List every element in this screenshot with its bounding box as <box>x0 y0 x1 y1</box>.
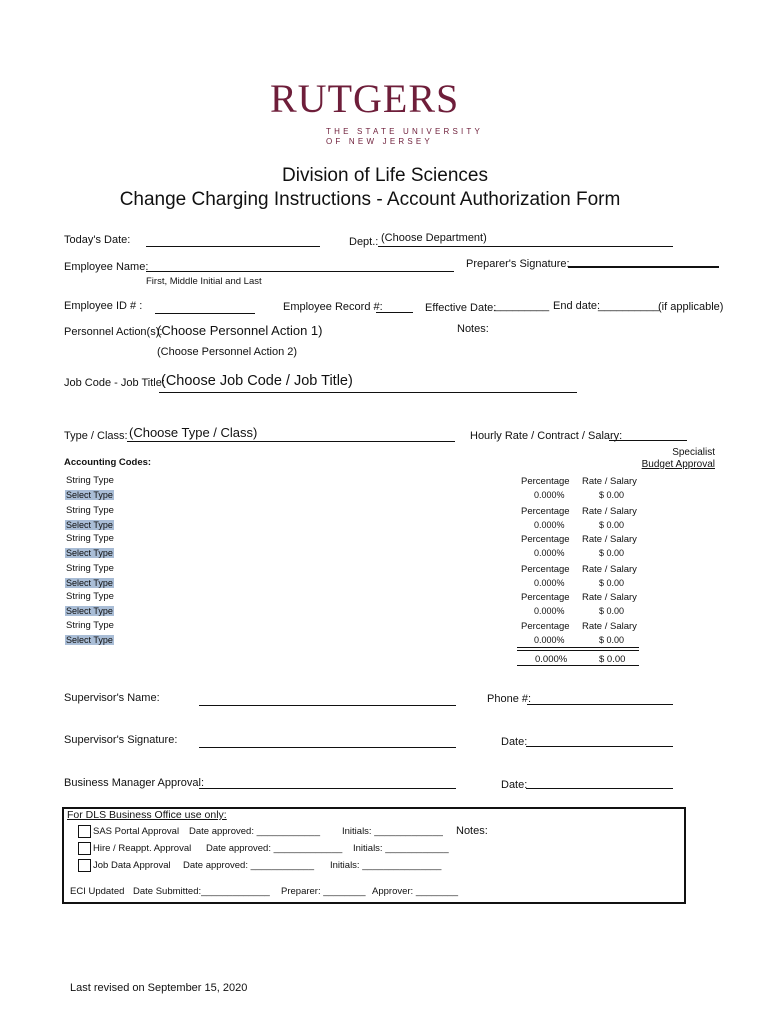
form-title-line1: Division of Life Sciences <box>282 165 488 186</box>
hire-initials[interactable]: Initials: ____________ <box>353 843 449 854</box>
percentage-value: 0.000% <box>534 548 565 558</box>
personnel-action-1-select[interactable]: (Choose Personnel Action 1) <box>157 323 323 338</box>
budget-approval-label: Budget Approval <box>641 459 715 470</box>
job-code-label: Job Code - Job Title: <box>64 377 165 389</box>
employee-name-field[interactable] <box>146 271 454 272</box>
dept-select[interactable]: (Choose Department) <box>381 232 487 244</box>
hourly-rate-field[interactable] <box>609 440 687 441</box>
total-double-line-1 <box>517 647 639 648</box>
dls-office-heading: For DLS Business Office use only: <box>67 809 227 821</box>
percentage-value: 0.000% <box>534 606 565 616</box>
eci-updated-label: ECI Updated <box>70 886 125 897</box>
job-data-checkbox[interactable] <box>78 859 91 872</box>
string-type-label: String Type <box>66 591 114 602</box>
total-bottom-line <box>517 665 639 666</box>
eci-date-submitted[interactable]: Date Submitted:_____________ <box>133 886 270 897</box>
hire-date-approved[interactable]: Date approved: _____________ <box>206 843 343 854</box>
amount-value: $ 0.00 <box>599 606 625 616</box>
todays-date-label: Today's Date: <box>64 234 131 246</box>
logo-wordmark: RUTGERS <box>270 76 460 121</box>
string-type-label: String Type <box>66 475 114 486</box>
end-date-label: End date: <box>553 300 601 312</box>
sas-initials[interactable]: Initials: _____________ <box>342 826 443 837</box>
percentage-value: 0.000% <box>534 490 565 500</box>
total-double-line-2 <box>517 650 639 651</box>
rate-salary-label: Rate / Salary <box>582 564 637 575</box>
supervisor-date-field[interactable] <box>526 746 673 747</box>
job-data-label: Job Data Approval <box>93 860 171 871</box>
hire-reappt-checkbox[interactable] <box>78 842 91 855</box>
sas-date-approved[interactable]: Date approved: ____________ <box>189 826 321 837</box>
end-date-field[interactable]: __________ <box>598 300 660 312</box>
percentage-label: Percentage <box>521 592 570 603</box>
employee-name-label: Employee Name: <box>64 261 149 273</box>
job-initials[interactable]: Initials: _______________ <box>330 860 442 871</box>
hire-reappt-label: Hire / Reappt. Approval <box>93 843 192 854</box>
employee-id-label: Employee ID # : <box>64 300 143 312</box>
employee-record-label: Employee Record #: <box>283 301 383 313</box>
sas-portal-checkbox[interactable] <box>78 825 91 838</box>
logo-subtitle-2: OF NEW JERSEY <box>326 137 433 146</box>
percentage-label: Percentage <box>521 476 570 487</box>
personnel-action-2-select[interactable]: (Choose Personnel Action 2) <box>157 346 298 358</box>
total-amount: $ 0.00 <box>599 654 626 665</box>
percentage-value: 0.000% <box>534 635 565 645</box>
job-code-line <box>159 392 577 393</box>
preparers-signature-label: Preparer's Signature: <box>466 258 570 270</box>
string-type-label: String Type <box>66 563 114 574</box>
string-type-label: String Type <box>66 505 114 516</box>
rutgers-logo <box>266 75 484 150</box>
supervisor-signature-label: Supervisor's Signature: <box>64 734 178 746</box>
specialist-label: Specialist <box>672 447 715 458</box>
business-manager-label: Business Manager Approval: <box>64 777 205 789</box>
job-date-approved[interactable]: Date approved: ____________ <box>183 860 315 871</box>
last-revised: Last revised on September 15, 2020 <box>70 982 248 994</box>
name-hint: First, Middle Initial and Last <box>146 276 262 287</box>
select-type-dropdown[interactable]: Select Type <box>66 490 113 500</box>
percentage-value: 0.000% <box>534 578 565 588</box>
dls-notes-label: Notes: <box>456 825 488 837</box>
total-percentage: 0.000% <box>535 654 568 665</box>
rate-salary-label: Rate / Salary <box>582 534 637 545</box>
amount-value: $ 0.00 <box>599 548 625 558</box>
phone-field[interactable] <box>527 704 673 705</box>
effective-date-field[interactable]: _________ <box>494 300 550 312</box>
job-code-select[interactable]: (Choose Job Code / Job Title) <box>161 373 353 389</box>
select-type-dropdown[interactable]: Select Type <box>66 520 113 530</box>
rate-salary-label: Rate / Salary <box>582 476 637 487</box>
notes-label: Notes: <box>457 323 489 335</box>
type-class-select[interactable]: (Choose Type / Class) <box>129 425 258 440</box>
personnel-actions-label: Personnel Action(s): <box>64 326 163 338</box>
amount-value: $ 0.00 <box>599 635 625 645</box>
supervisor-name-label: Supervisor's Name: <box>64 692 160 704</box>
amount-value: $ 0.00 <box>599 490 625 500</box>
supervisor-signature-field[interactable] <box>199 747 456 748</box>
business-manager-field[interactable] <box>199 788 456 789</box>
supervisor-date-label: Date: <box>501 736 528 748</box>
percentage-label: Percentage <box>521 506 570 517</box>
business-manager-date-label: Date: <box>501 779 528 791</box>
eci-preparer[interactable]: Preparer: ________ <box>281 886 366 897</box>
percentage-label: Percentage <box>521 534 570 545</box>
employee-record-field[interactable] <box>376 312 413 313</box>
string-type-label: String Type <box>66 620 114 631</box>
select-type-dropdown[interactable]: Select Type <box>66 578 113 588</box>
if-applicable-note: (if applicable) <box>658 301 724 313</box>
select-type-dropdown[interactable]: Select Type <box>66 606 113 616</box>
amount-value: $ 0.00 <box>599 520 625 530</box>
percentage-label: Percentage <box>521 621 570 632</box>
select-type-dropdown[interactable]: Select Type <box>66 548 113 558</box>
rate-salary-label: Rate / Salary <box>582 621 637 632</box>
preparers-signature-field[interactable] <box>568 266 719 268</box>
dept-label: Dept.: <box>349 236 379 248</box>
supervisor-name-field[interactable] <box>199 705 456 706</box>
business-manager-date-field[interactable] <box>526 788 673 789</box>
hourly-rate-label: Hourly Rate / Contract / Salary: <box>470 430 623 442</box>
type-class-label: Type / Class: <box>64 430 128 442</box>
percentage-label: Percentage <box>521 564 570 575</box>
accounting-codes-label: Accounting Codes: <box>64 457 152 468</box>
todays-date-field[interactable] <box>146 246 320 247</box>
type-class-line <box>127 441 455 442</box>
select-type-dropdown[interactable]: Select Type <box>66 635 113 645</box>
dept-field-line <box>378 246 673 247</box>
sas-portal-label: SAS Portal Approval <box>93 826 180 837</box>
employee-id-field[interactable] <box>155 313 255 314</box>
eci-approver[interactable]: Approver: ________ <box>372 886 459 897</box>
percentage-value: 0.000% <box>534 520 565 530</box>
logo-subtitle-1: THE STATE UNIVERSITY <box>326 127 484 136</box>
rate-salary-label: Rate / Salary <box>582 506 637 517</box>
phone-label: Phone #: <box>487 693 532 705</box>
effective-date-label: Effective Date: <box>425 302 497 314</box>
rate-salary-label: Rate / Salary <box>582 592 637 603</box>
string-type-label: String Type <box>66 533 114 544</box>
form-title-line2: Change Charging Instructions - Account Authorization Form <box>119 189 621 210</box>
amount-value: $ 0.00 <box>599 578 625 588</box>
